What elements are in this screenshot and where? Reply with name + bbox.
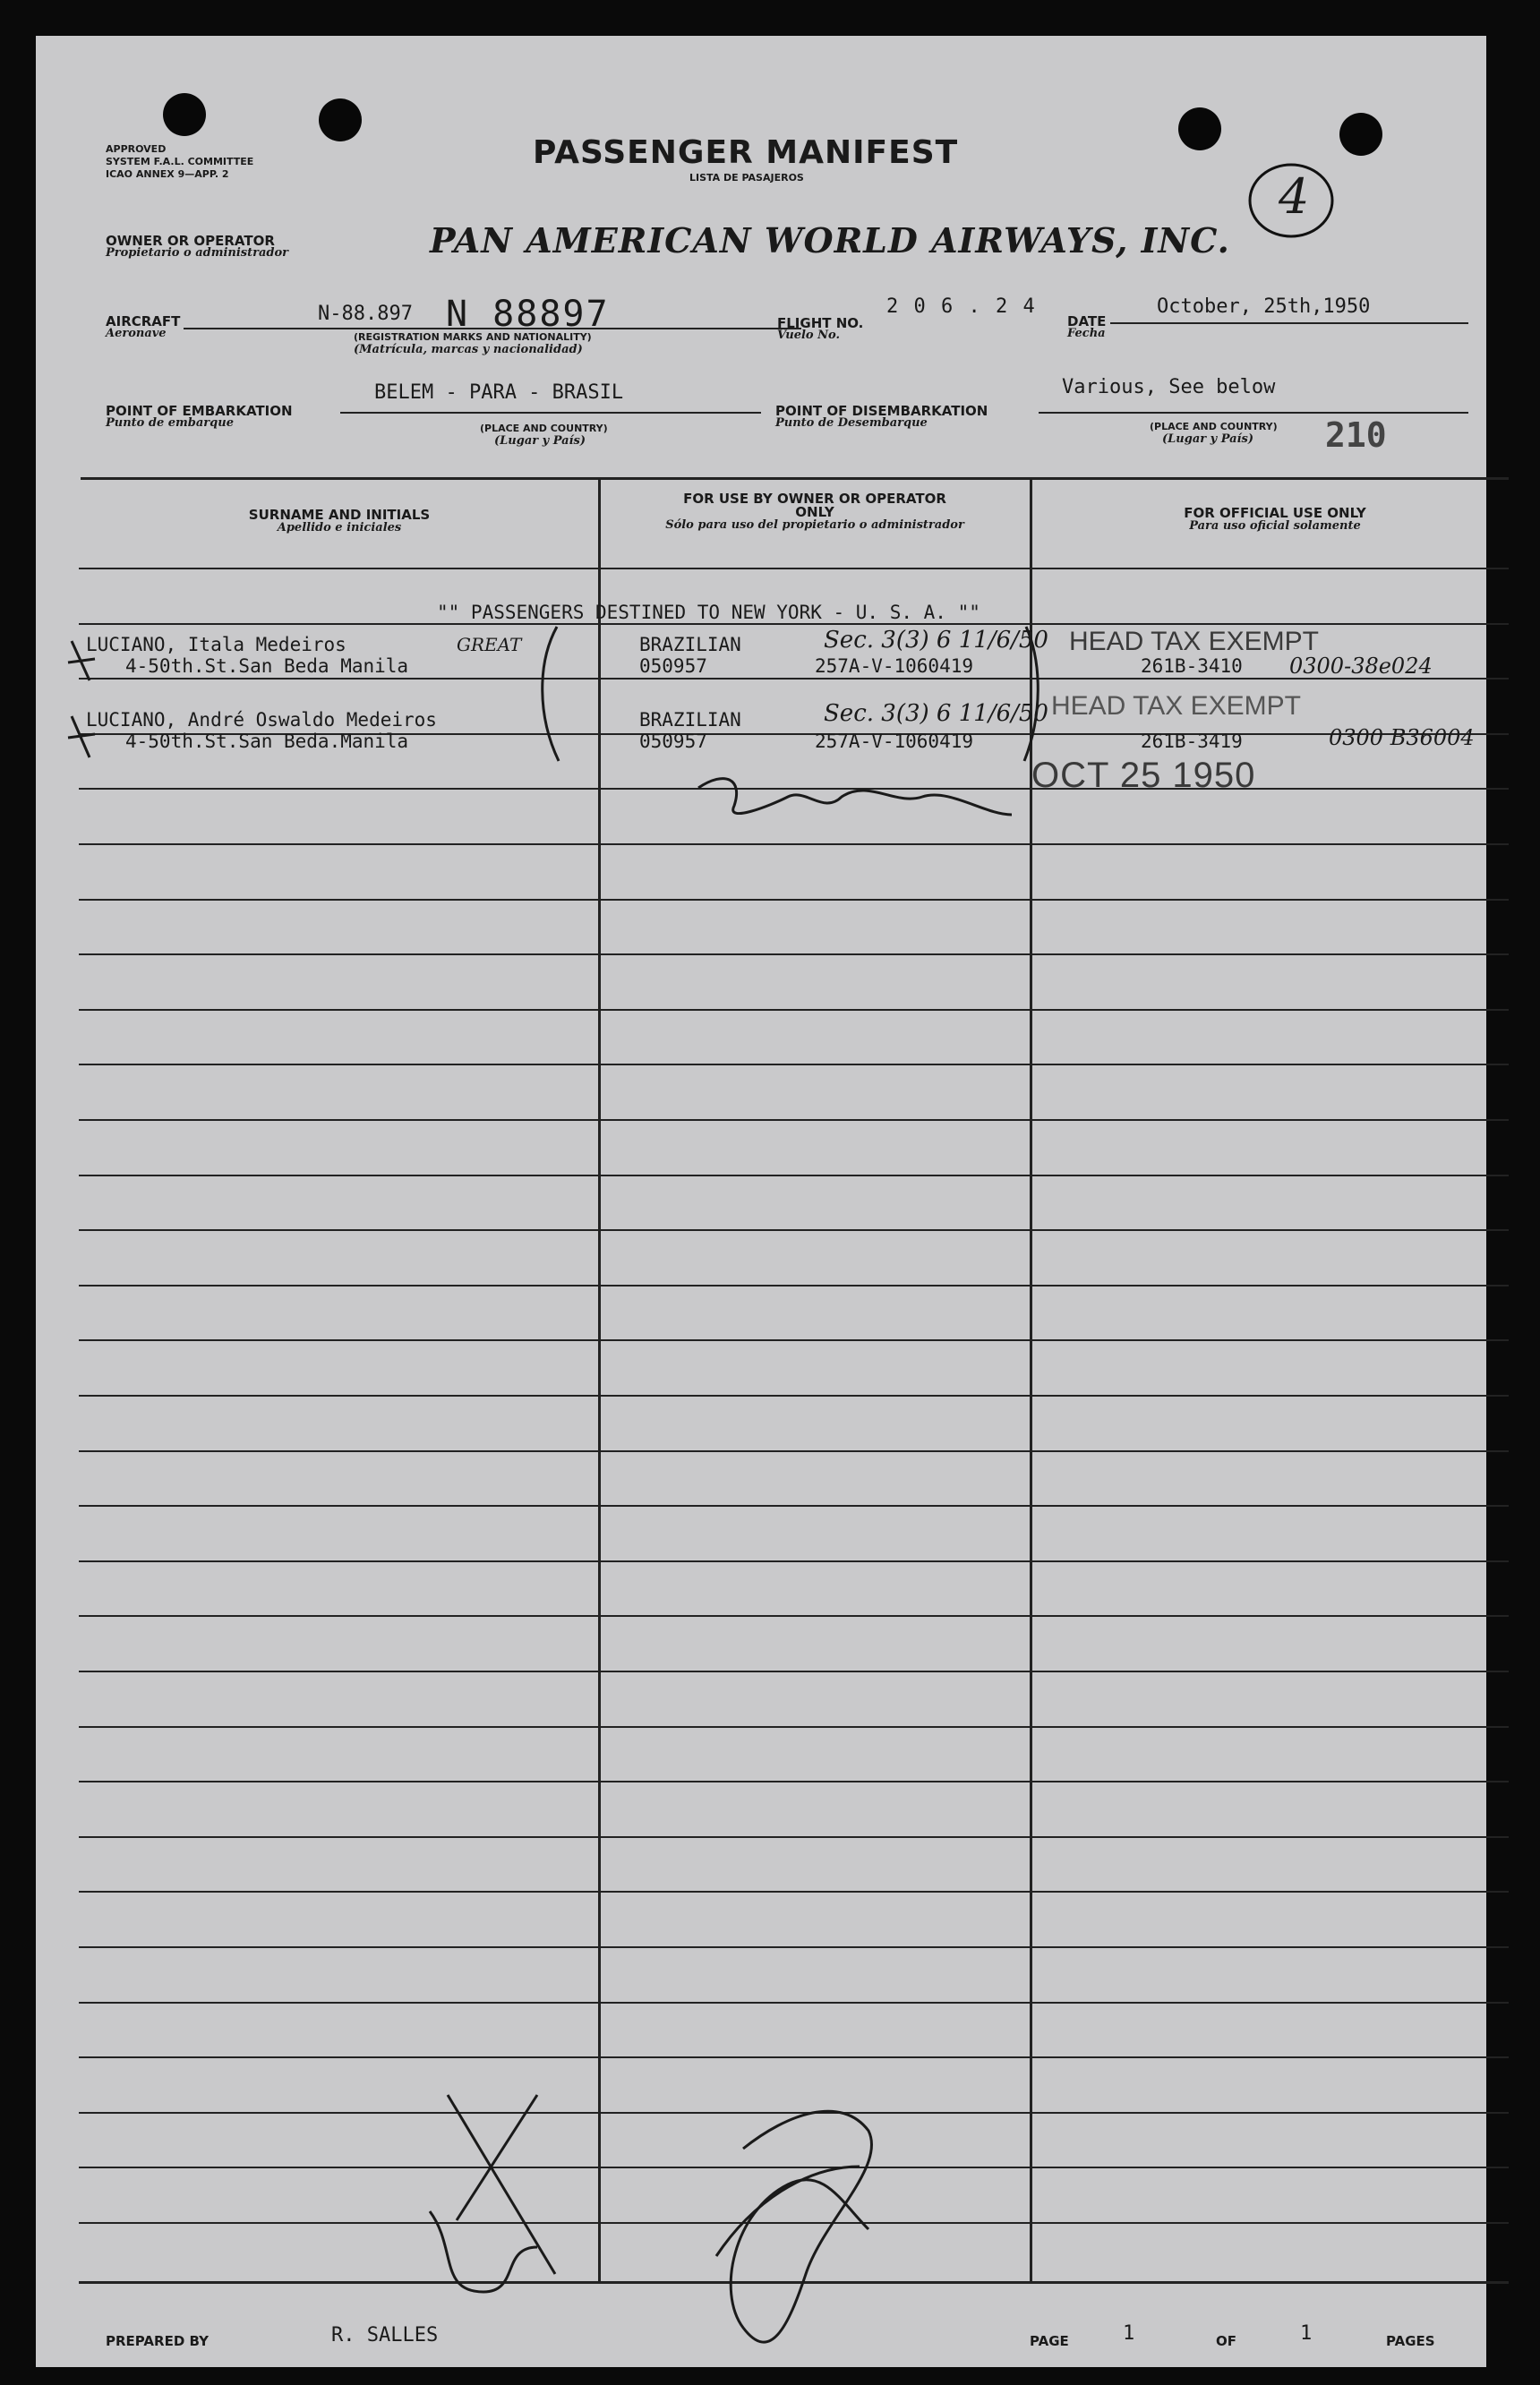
- embarkation-caption-es: (Lugar y País): [494, 434, 586, 448]
- prepared-by-label: PREPARED BY: [106, 2333, 209, 2349]
- column-header-operator-label-es: Sólo para uso del propietario o administrador: [665, 518, 964, 532]
- page-label: PAGE: [1030, 2333, 1069, 2349]
- approval-line-3: ICAO ANNEX 9—APP. 2: [106, 168, 229, 180]
- head-tax-stamp: HEAD TAX EXEMPT: [1051, 691, 1301, 721]
- prepared-by-value: R. SALLES: [331, 2324, 439, 2347]
- passenger-passport: 050957: [639, 731, 707, 752]
- disembarkation-value: Various, See below: [1062, 376, 1276, 398]
- page-title: PASSENGER MANIFEST: [533, 134, 959, 171]
- disembarkation-caption: (PLACE AND COUNTRY): [1150, 421, 1278, 432]
- passenger-address: 4-50th.St.San Beda.Manila: [125, 731, 409, 752]
- flight-label: FLIGHT NO.: [777, 315, 864, 331]
- pages-label: PAGES: [1386, 2333, 1435, 2349]
- passenger-official: 261B-3410: [1141, 655, 1243, 677]
- operator-signature: [698, 779, 1012, 815]
- disembarkation-label-es: Punto de Desembarque: [775, 416, 928, 430]
- passenger-official: 261B-3419: [1141, 731, 1243, 752]
- manifest-sheet: [36, 36, 1486, 2367]
- bottom-signature: [430, 2211, 537, 2292]
- aircraft-label-es: Aeronave: [106, 327, 167, 340]
- margin-check-mark: [68, 641, 95, 680]
- aircraft-caption-es: (Matrícula, marcas y nacionalidad): [354, 343, 583, 356]
- passenger-handwritten-code: Sec. 3(3) 6 11/6/50: [824, 700, 1048, 727]
- bottom-signature: [448, 2095, 555, 2274]
- column-header-surname-label-es: Apellido e iniciales: [277, 521, 402, 534]
- embarkation-value: BELEM - PARA - BRASIL: [374, 381, 624, 404]
- passenger-visa: 257A-V-1060419: [815, 655, 974, 677]
- passenger-nationality: BRAZILIAN: [639, 709, 741, 731]
- head-tax-stamp: HEAD TAX EXEMPT: [1069, 627, 1319, 656]
- destination-banner: "" PASSENGERS DESTINED TO NEW YORK - U. S. A. "": [437, 602, 980, 623]
- flight-number: 2 0 6 . 2 4: [886, 295, 1037, 318]
- margin-check-mark: [68, 716, 95, 757]
- of-value: 1: [1300, 2322, 1313, 2345]
- date-stamp: OCT 25 1950: [1031, 756, 1256, 795]
- flight-label-es: Vuelo No.: [777, 329, 840, 342]
- column-header-surname-label: SURNAME AND INITIALS: [248, 507, 431, 523]
- date-label: DATE: [1067, 313, 1107, 329]
- handwritten-marks: [36, 36, 1486, 2367]
- aircraft-typed: N-88.897: [318, 303, 413, 325]
- passenger-address: 4-50th.St.San Beda Manila: [125, 655, 409, 677]
- owner-label-es: Propietario o administrador: [106, 246, 289, 260]
- page-mark-digit: 4: [1279, 168, 1310, 225]
- aircraft-label: AIRCRAFT: [106, 313, 181, 329]
- passenger-name: LUCIANO, André Oswaldo Medeiros: [86, 709, 437, 731]
- embarkation-label-es: Punto de embarque: [106, 416, 234, 430]
- passenger-handwritten-official: 0300 B36004: [1329, 725, 1475, 750]
- approval-line-2: SYSTEM F.A.L. COMMITTEE: [106, 156, 254, 167]
- aircraft-caption: (REGISTRATION MARKS AND NATIONALITY): [354, 331, 592, 343]
- operator-name: PAN AMERICAN WORLD AIRWAYS, INC.: [430, 220, 1230, 261]
- passenger-passport: 050957: [639, 655, 707, 677]
- disembarkation-label: POINT OF DISEMBARKATION: [775, 403, 988, 419]
- column-header-official-label-es: Para uso oficial solamente: [1189, 519, 1361, 533]
- approval-line-1: APPROVED: [106, 143, 167, 155]
- disembarkation-number: 210: [1325, 415, 1387, 455]
- date-value: October, 25th,1950: [1157, 295, 1371, 318]
- page-value: 1: [1123, 2322, 1135, 2345]
- embarkation-caption: (PLACE AND COUNTRY): [480, 423, 608, 434]
- passenger-handwritten-code: Sec. 3(3) 6 11/6/50: [824, 627, 1048, 654]
- passenger-visa: 257A-V-1060419: [815, 731, 974, 752]
- row-bracket: [1024, 627, 1038, 761]
- owner-label: OWNER OR OPERATOR: [106, 233, 275, 249]
- column-header-operator-label: FOR USE BY OWNER OR OPERATOR ONLY: [683, 491, 946, 520]
- date-label-es: Fecha: [1067, 327, 1106, 340]
- passenger-name: LUCIANO, Itala Medeiros: [86, 634, 346, 655]
- embarkation-label: POINT OF EMBARKATION: [106, 403, 293, 419]
- page-title-es: LISTA DE PASAJEROS: [689, 172, 804, 184]
- disembarkation-caption-es: (Lugar y País): [1162, 432, 1253, 446]
- bottom-signature: [731, 2111, 871, 2342]
- of-label: OF: [1216, 2333, 1236, 2349]
- passenger-nationality: BRAZILIAN: [639, 634, 741, 655]
- aircraft-stamped: N 88897: [446, 294, 610, 335]
- passenger-annotation: GREAT: [457, 634, 522, 655]
- row-bracket: [543, 627, 559, 761]
- column-header-official-label: FOR OFFICIAL USE ONLY: [1184, 505, 1366, 521]
- passenger-handwritten-official: 0300-38e024: [1289, 654, 1433, 679]
